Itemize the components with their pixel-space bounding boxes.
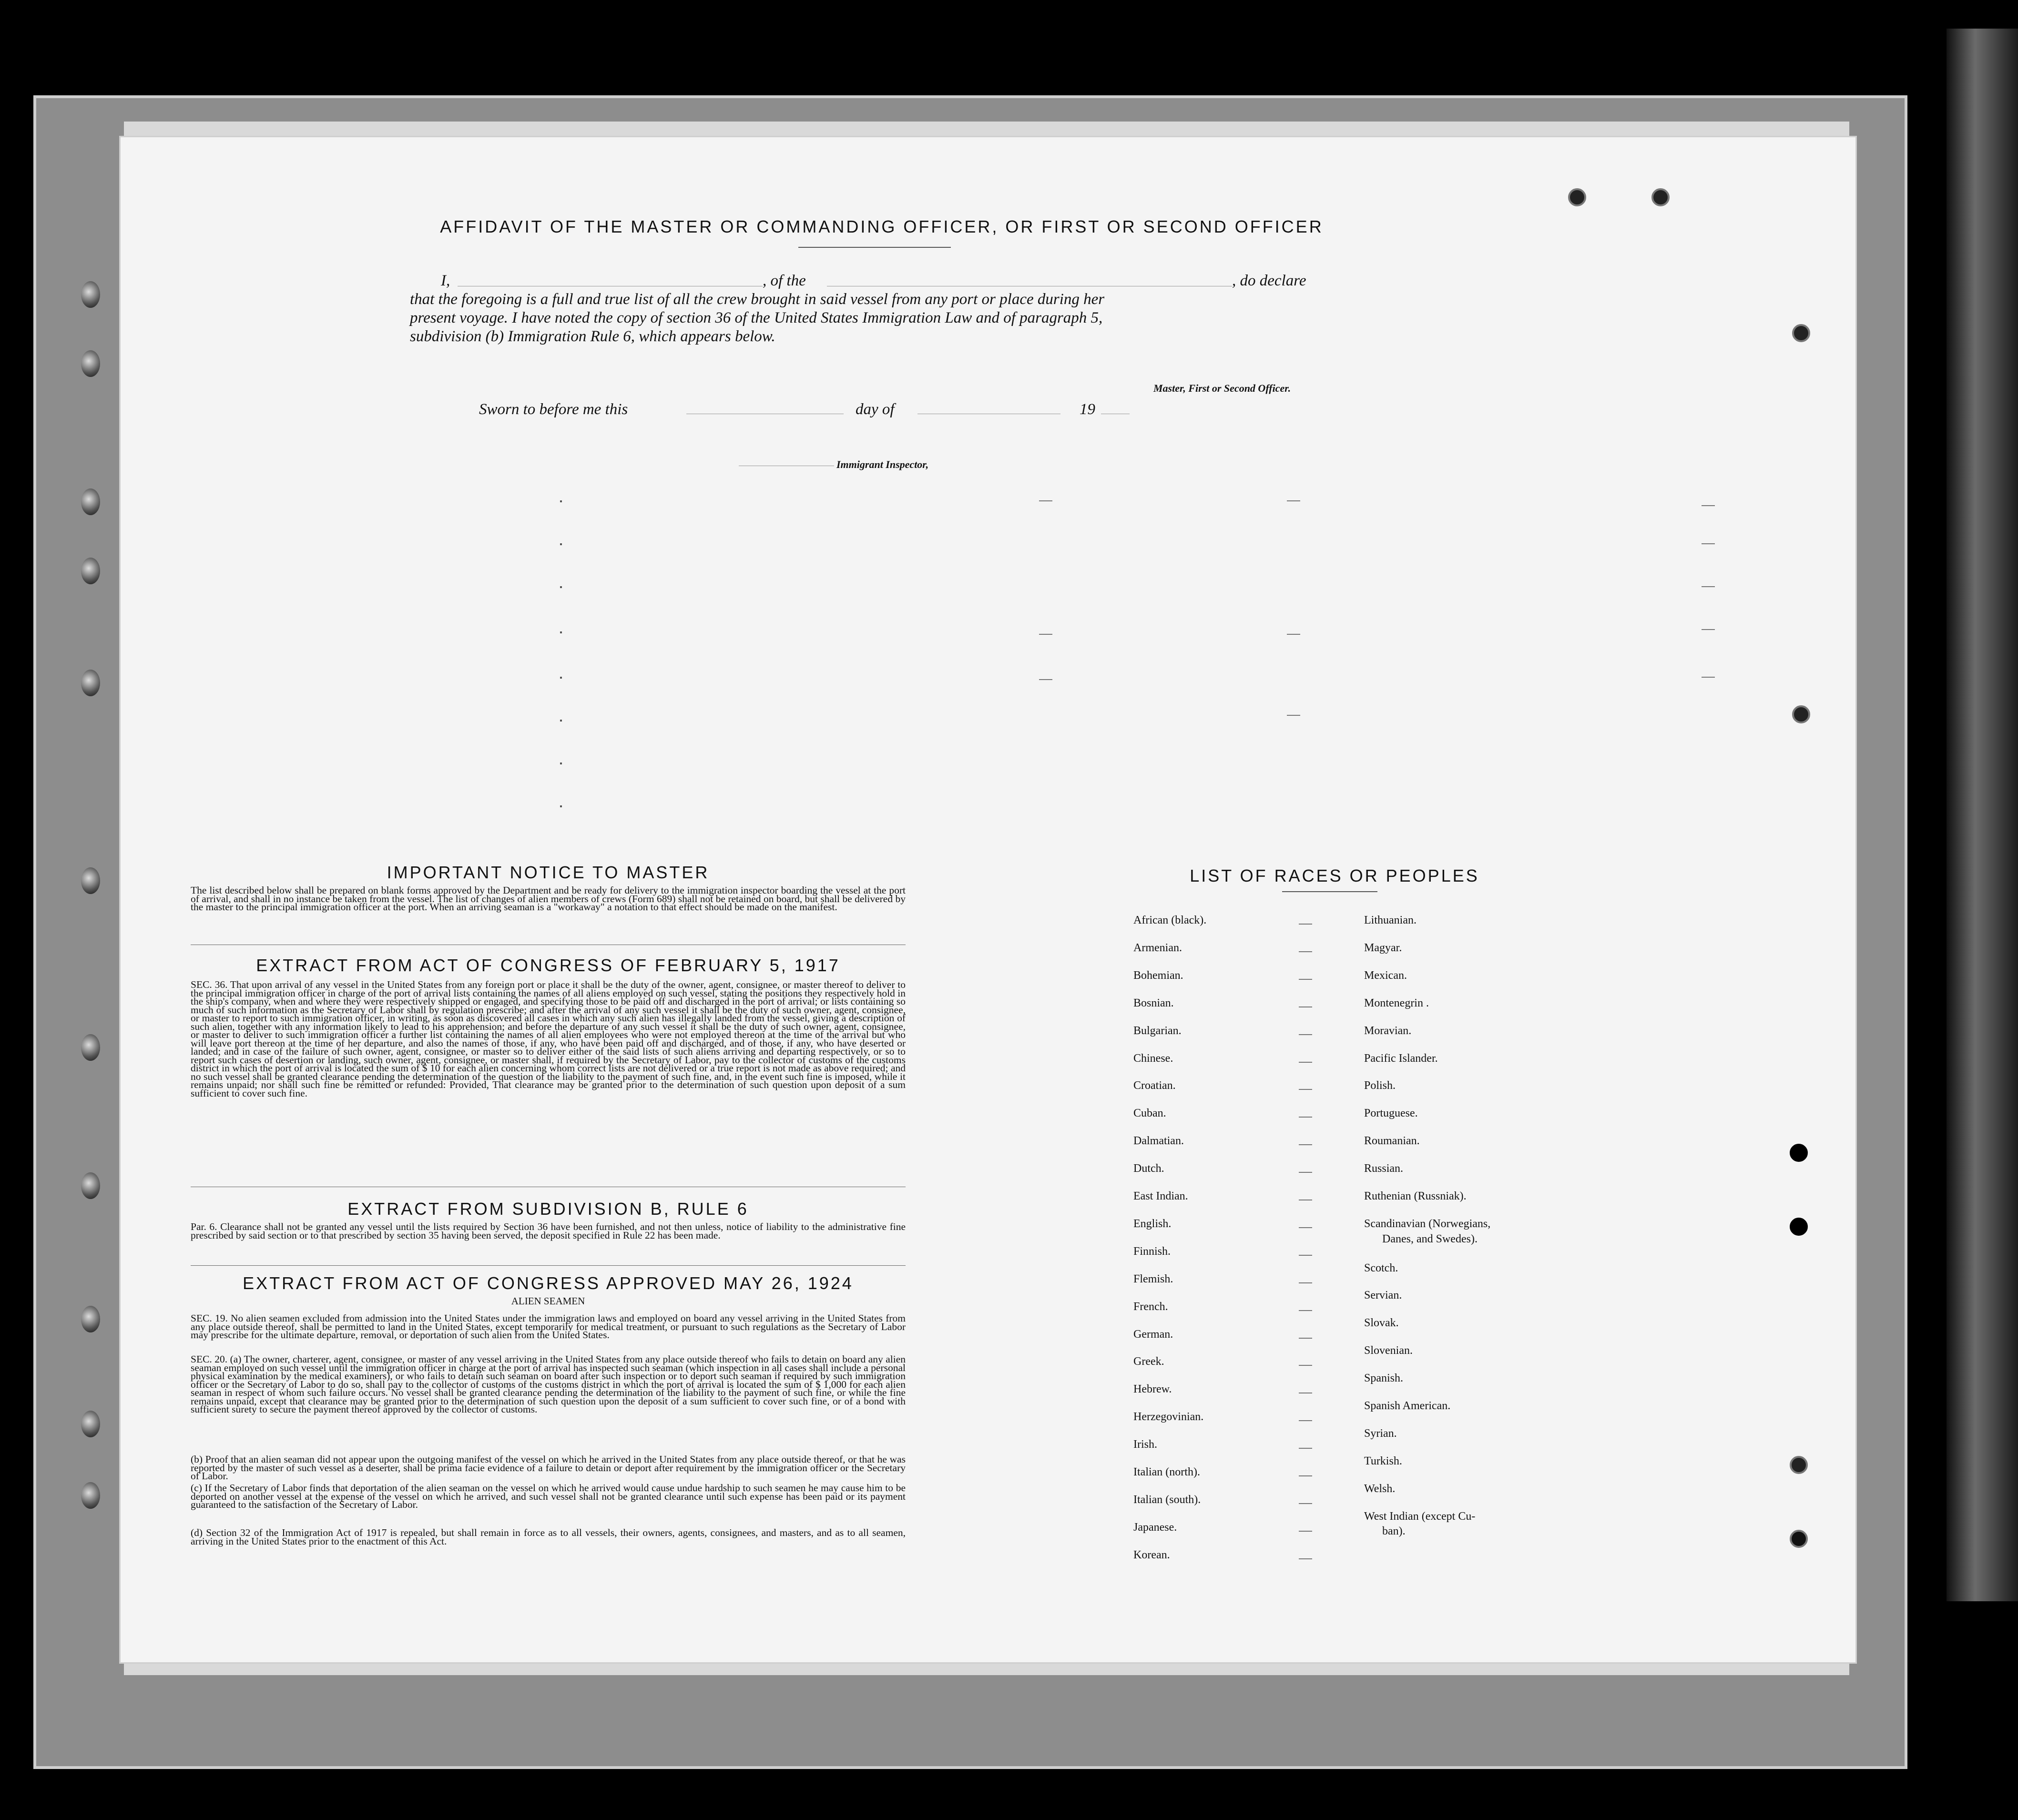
race-dash xyxy=(1299,1531,1312,1532)
bleed-dot xyxy=(560,763,562,764)
sec20c-text: (c) If the Secretary of Labor finds that deportation of the alien seaman on the vessel on which he arrived would cause undue hardship to such seamen he may cause him to be deported on another vessel at the expense of the vessel on which he arrived, and such vessel shall not be granted clearance until such expense has been paid or its payment guaranteed to the satisfaction of the Secretary of Labor. xyxy=(191,1482,906,1510)
bleed-dash xyxy=(1039,500,1052,501)
bleed-dot xyxy=(560,586,562,588)
race-item: Cuban. xyxy=(1133,1107,1166,1120)
race-item: Croatian. xyxy=(1133,1079,1176,1092)
race-item: Flemish. xyxy=(1133,1272,1173,1285)
binder-ring-icon xyxy=(81,558,100,584)
affidavit-line-2: that the foregoing is a full and true list of all the crew brought in said vessel from any port or place during her xyxy=(410,291,1105,308)
punch-hole-icon xyxy=(1790,1456,1808,1474)
binder-ring-icon xyxy=(81,488,100,515)
race-item: Pacific Islander. xyxy=(1364,1052,1438,1065)
bleed-dash xyxy=(1287,500,1300,501)
race-item: Irish. xyxy=(1133,1438,1157,1451)
race-dash xyxy=(1299,1089,1312,1090)
race-item: West Indian (except Cu- xyxy=(1364,1510,1476,1523)
binder-ring-icon xyxy=(81,281,100,308)
bleed-dash xyxy=(1702,629,1715,630)
affidavit-line-3: present voyage. I have noted the copy of section 36 of the United States Immigration Law and of paragraph 5, xyxy=(410,309,1103,326)
bleed-dash xyxy=(1702,586,1715,587)
punch-hole-icon xyxy=(1568,188,1586,206)
master-signature-label: Master, First or Second Officer. xyxy=(1153,382,1291,394)
race-dash xyxy=(1299,924,1312,925)
bleed-dot xyxy=(560,805,562,807)
race-item: Bohemian. xyxy=(1133,969,1183,982)
race-item: Spanish American. xyxy=(1364,1400,1451,1413)
race-dash xyxy=(1299,1338,1312,1339)
affidavit-title: AFFIDAVIT OF THE MASTER OR COMMANDING OFFICER, OR FIRST OR SECOND OFFICER xyxy=(440,217,1324,236)
race-item: Scotch. xyxy=(1364,1261,1398,1274)
divider xyxy=(798,247,951,248)
extract-rule6-text: Par. 6. Clearance shall not be granted any vessel until the lists required by Section 36 have been furnished, and not then unless, notice of liability to the administrative fine prescribed by said section or to that prescribed by section 35 having been served, the deposit specified in Rule 22 has been made. xyxy=(191,1221,906,1241)
race-item: Russian. xyxy=(1364,1162,1404,1175)
race-item: African (black). xyxy=(1133,914,1207,926)
sec19-text: SEC. 19. No alien seamen excluded from admission into the United States under the immigration laws and employed on board any vessel arriving in the United States from any place outside thereof, shall be permitted to land in the United States, except temporarily for medical treatment, or pursuant to such regulations as the Secretary of Labor may prescribe for the ultimate departure, removal, or deportation of such alien from the United States. xyxy=(191,1312,906,1341)
bleed-dash xyxy=(1039,634,1052,635)
race-item: Moravian. xyxy=(1364,1024,1412,1037)
binder-ring-icon xyxy=(81,1306,100,1332)
race-item: Polish. xyxy=(1364,1079,1396,1092)
race-dash xyxy=(1299,1255,1312,1256)
race-item: Herzegovinian. xyxy=(1133,1411,1204,1423)
race-dash xyxy=(1299,1448,1312,1449)
race-item: Montenegrin . xyxy=(1364,996,1429,1009)
race-item: Servian. xyxy=(1364,1289,1402,1302)
race-dash xyxy=(1299,1475,1312,1476)
affidavit-i: I, xyxy=(441,272,450,289)
affidavit-declare: , do declare xyxy=(1232,272,1306,289)
divider xyxy=(191,1265,906,1266)
inspector-label: Immigrant Inspector, xyxy=(836,458,929,470)
extract-1917-text: SEC. 36. That upon arrival of any vessel in the United States from any foreign port or place it shall be the duty of the owner, agent, consignee, or master thereof to deliver to the principal immigration officer in charge of the port of arrival lists containing the names of all aliens employed on such vessel, stating the positions they respectively hold in the ship's company, when and where they were respectively shipped or engaged, and specifying those to be paid off and discharged in the port of arrival; or lists containing so much of such information as the Secretary of Labor shall by regulation prescribe; and after the arrival of any such vessel it shall be the duty of such owner, agent, consignee, or master to report to such immigration officer, in writing, as soon as discovered all cases in which any such alien has illegally landed from the vessel, giving a description of such alien, together with any information likely to lead to his apprehension; and before the departure of any such vessel it shall be the duty of such owner, agent, consignee, or master to deliver to such immigration officer a further list containing the names of all alien employees who were not employed thereon at the time of the arrival but who will leave port thereon at the time of her departure, and also the names of those, if any, who have been paid off and discharged, and of those, if any, who have deserted or landed; and in case of the failure of such owner, agent, consignee, or master so to deliver either of the said lists of such aliens arriving and departing respectively, or so to report such cases of desertion or landing, such owner, agent, consignee, or master shall, if required by the Secretary of Labor, pay to the collector of customs of the customs district in which the port of arrival is located the sum of $ 10 for each alien concerning whom correct lists are not delivered or a true report is not made as above required; and no such vessel shall be granted clearance pending the determination of the question of the liability to the payment of such fine, and, in the event such fine is imposed, while it remains unpaid; nor shall such fine be remitted or refunded: Provided, That clearance may be granted prior to the determination of such question upon deposit of a sum sufficient to cover such fine. xyxy=(191,979,906,1099)
race-item: German. xyxy=(1133,1328,1173,1341)
binder-ring-icon xyxy=(81,1034,100,1061)
race-item: Spanish. xyxy=(1364,1372,1404,1385)
bleed-dot xyxy=(560,631,562,633)
race-item: ban). xyxy=(1382,1525,1406,1538)
sworn-text: Sworn to before me this xyxy=(479,401,628,418)
extract-1917-title: EXTRACT FROM ACT OF CONGRESS OF FEBRUARY 5, 1917 xyxy=(256,956,840,975)
race-item: Slovak. xyxy=(1364,1317,1399,1330)
race-dash xyxy=(1299,1062,1312,1063)
race-dash xyxy=(1299,1117,1312,1118)
race-item: Slovenian. xyxy=(1364,1344,1413,1357)
race-dash xyxy=(1299,1172,1312,1173)
notice-text: The list described below shall be prepared on blank forms approved by the Department and be ready for delivery to the immigration inspector boarding the vessel at the port of arrival, and shall in no instance be taken from the vessel. The list of changes of alien members of crews (Form 689) shall not be retained on board, but shall be delivered by the master to the principal immigration officer at the port. When an arriving seaman is a "workaway" a notation to that effect should be made on the manifest. xyxy=(191,885,906,913)
race-item: Danes, and Swedes). xyxy=(1382,1232,1478,1245)
race-item: East Indian. xyxy=(1133,1190,1188,1202)
race-item: Welsh. xyxy=(1364,1482,1396,1495)
bleed-dash xyxy=(1702,543,1715,544)
binder-ring-icon xyxy=(81,867,100,894)
race-item: Japanese. xyxy=(1133,1521,1177,1534)
binder-ring-icon xyxy=(81,350,100,377)
race-item: Turkish. xyxy=(1364,1454,1402,1467)
race-item: Italian (south). xyxy=(1133,1493,1201,1506)
race-item: French. xyxy=(1133,1300,1168,1313)
bleed-dot xyxy=(560,543,562,545)
affidavit-line-4: subdivision (b) Immigration Rule 6, which appears below. xyxy=(410,328,775,345)
race-item: Bosnian. xyxy=(1133,996,1174,1009)
bleed-dash xyxy=(1039,679,1052,680)
notice-title: IMPORTANT NOTICE TO MASTER xyxy=(387,863,710,882)
race-dash xyxy=(1299,1144,1312,1145)
sec20b-text: (b) Proof that an alien seaman did not appear upon the outgoing manifest of the vessel on which he arrived in the United States from any place outside thereof, or that he was reported by the master of such vessel as a deserter, shall be prima facie evidence of a failure to detain or deport after requirement by the immigration officer or the Secretary of Labor. xyxy=(191,1454,906,1482)
race-item: Scandinavian (Norwegians, xyxy=(1364,1217,1491,1230)
bleed-dash xyxy=(1287,634,1300,635)
binder-ring-icon xyxy=(81,1172,100,1199)
divider xyxy=(1282,891,1377,892)
punch-hole-icon xyxy=(1792,324,1810,342)
punch-hole-icon xyxy=(1651,188,1670,206)
bleed-dot xyxy=(560,677,562,679)
race-dash xyxy=(1299,951,1312,952)
affidavit-of-the: , of the xyxy=(763,272,806,289)
punch-hole-icon xyxy=(1790,1218,1808,1236)
race-dash xyxy=(1299,1558,1312,1559)
race-dash xyxy=(1299,1034,1312,1035)
race-item: Dutch. xyxy=(1133,1162,1164,1175)
race-dash xyxy=(1299,1282,1312,1283)
race-item: Magyar. xyxy=(1364,941,1402,954)
race-item: Finnish. xyxy=(1133,1245,1171,1258)
race-item: Mexican. xyxy=(1364,969,1407,982)
bleed-dash xyxy=(1287,715,1300,716)
race-dash xyxy=(1299,1420,1312,1421)
extract-1924-title: EXTRACT FROM ACT OF CONGRESS APPROVED MAY 26, 1924 xyxy=(243,1273,854,1293)
punch-hole-icon xyxy=(1790,1530,1808,1548)
extract-rule6-title: EXTRACT FROM SUBDIVISION B, RULE 6 xyxy=(347,1199,749,1219)
race-item: Portuguese. xyxy=(1364,1107,1418,1120)
bleed-dash xyxy=(1702,677,1715,678)
punch-hole-icon xyxy=(1792,705,1810,723)
binder-spine xyxy=(1947,29,2018,1601)
race-item: Italian (north). xyxy=(1133,1466,1200,1478)
race-dash xyxy=(1299,1365,1312,1366)
race-item: Armenian. xyxy=(1133,941,1182,954)
race-dash xyxy=(1299,979,1312,980)
binder-ring-icon xyxy=(81,670,100,696)
extract-1924-subtitle: ALIEN SEAMEN xyxy=(511,1295,585,1307)
year-prefix: 19 xyxy=(1080,401,1095,418)
race-dash xyxy=(1299,1310,1312,1311)
sec20a-text: SEC. 20. (a) The owner, charterer, agent, consignee, or master of any vessel arriving in the United States from any place outside thereof who fails to detain on board any alien seaman employed on such vessel until the immigration officer in charge at the port of arrival has inspected such seaman (which inspection in all cases shall include a personal physical examination by the medical examiners), or who fails to detain such seaman on board after such inspection or to deport such seaman if required by such immigration officer or the Secretary of Labor to do so, shall pay to the collector of customs of the customs district in which the port of arrival is located the sum of $ 1,000 for each alien seaman in respect of whom such failure occurs. No vessel shall be granted clearance pending the determination of the liability to the payment of such fine, or while the fine remains unpaid, except that clearance may be granted prior to the determination of such question upon the deposit of a sum sufficient to cover such fine, or of a bond with sufficient surety to secure the payment thereof approved by the collector of customs. xyxy=(191,1353,906,1415)
punch-hole-icon xyxy=(1790,1144,1808,1162)
race-item: English. xyxy=(1133,1217,1172,1230)
race-item: Hebrew. xyxy=(1133,1383,1172,1396)
race-item: Lithuanian. xyxy=(1364,914,1417,926)
sec20d-text: (d) Section 32 of the Immigration Act of 1917 is repealed, but shall remain in force as to all vessels, their owners, agents, consignees, and masters, and as to all seamen, arriving in the United States prior to the enactment of this Act. xyxy=(191,1527,906,1547)
race-dash xyxy=(1299,1503,1312,1504)
binder-ring-icon xyxy=(81,1482,100,1509)
race-item: Chinese. xyxy=(1133,1052,1173,1065)
day-of-text: day of xyxy=(856,401,895,418)
race-item: Ruthenian (Russniak). xyxy=(1364,1190,1467,1202)
race-item: Syrian. xyxy=(1364,1427,1397,1440)
race-item: Roumanian. xyxy=(1364,1135,1420,1148)
bleed-dot xyxy=(560,500,562,502)
race-item: Dalmatian. xyxy=(1133,1135,1184,1148)
races-title: LIST OF RACES OR PEOPLES xyxy=(1190,866,1479,885)
binder-ring-icon xyxy=(81,1411,100,1437)
race-item: Korean. xyxy=(1133,1548,1170,1561)
bleed-dot xyxy=(560,720,562,722)
race-item: Greek. xyxy=(1133,1355,1164,1368)
race-dash xyxy=(1299,1227,1312,1228)
bleed-dash xyxy=(1702,505,1715,506)
race-item: Bulgarian. xyxy=(1133,1024,1182,1037)
